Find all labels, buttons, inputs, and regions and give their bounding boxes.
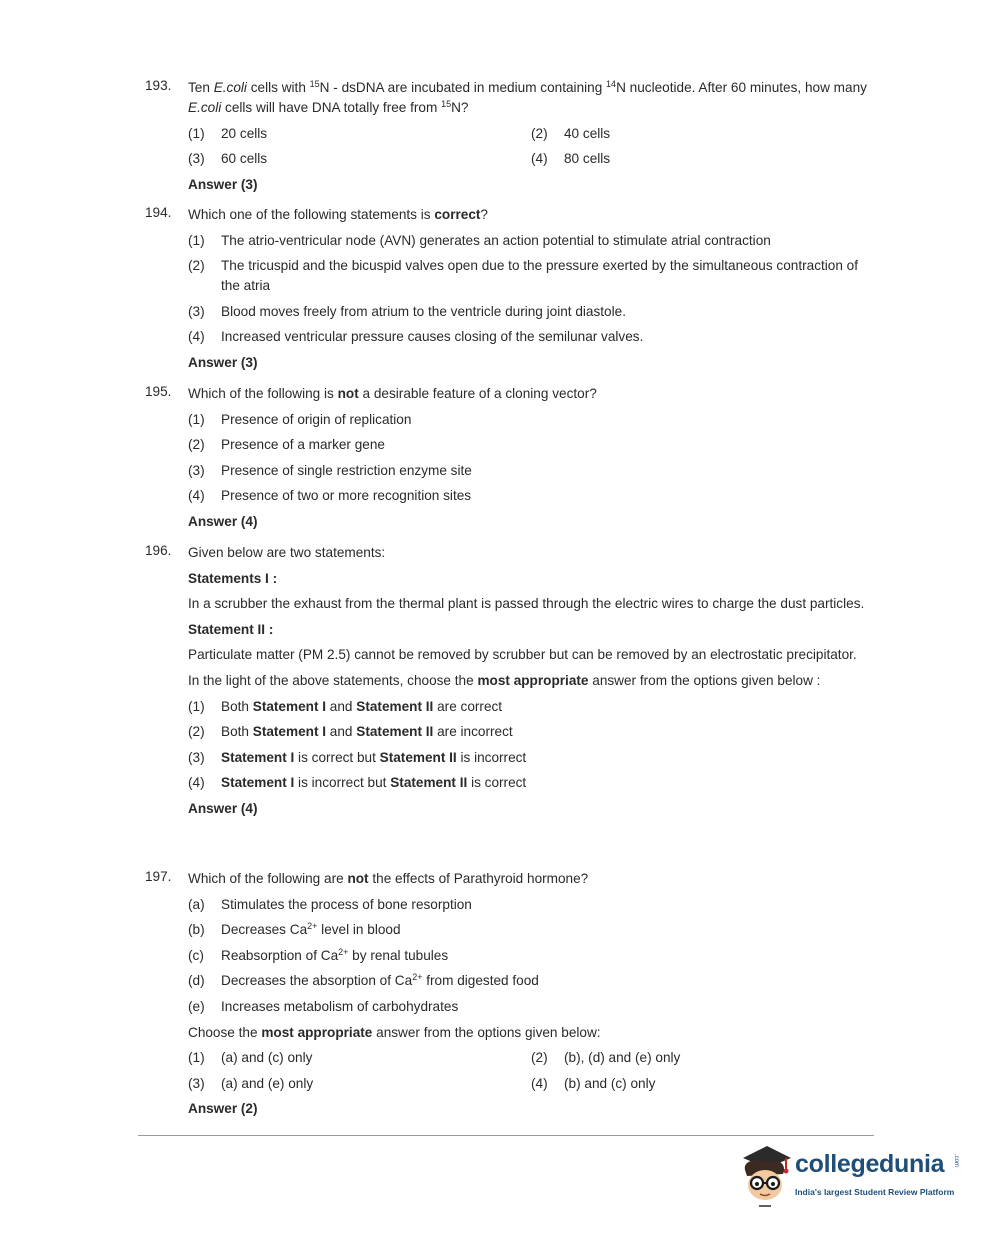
option: (2) (b), (d) and (e) only xyxy=(531,1050,681,1066)
question-number: 195. xyxy=(145,384,172,399)
statement-2-heading: Statement II : xyxy=(188,621,274,637)
brand-domain: .com xyxy=(953,1154,959,1168)
option: (2) 40 cells xyxy=(531,125,611,141)
option: (1) Both Statement I and Statement II are correct xyxy=(188,698,503,714)
option-row xyxy=(188,149,870,175)
option: (3) Statement I is correct but Statement II is incorrect xyxy=(188,749,527,765)
question-number: 193. xyxy=(145,78,172,93)
answer: Answer (4) xyxy=(188,513,258,529)
option: (1) 20 cells xyxy=(188,125,268,141)
question-196 xyxy=(145,543,870,819)
list-item: (a) Stimulates the process of bone resorption xyxy=(188,896,472,912)
option-row xyxy=(188,124,870,150)
option: (1) (a) and (c) only xyxy=(188,1050,313,1066)
list-item: (e) Increases metabolism of carbohydrates xyxy=(188,998,459,1014)
option: (3) Presence of single restriction enzyme site xyxy=(188,462,472,478)
mascot-icon xyxy=(735,1140,795,1210)
option: (3) (a) and (e) only xyxy=(188,1075,314,1091)
question-number: 197. xyxy=(145,869,172,884)
option: (1) The atrio-ventricular node (AVN) generates an action potential to stimulate atrial contraction xyxy=(188,232,771,248)
question-197 xyxy=(145,869,870,1119)
option: (3) Blood moves freely from atrium to the ventricle during joint diastole. xyxy=(188,303,626,319)
instruction: In the light of the above statements, choose the most appropriate answer from the options given below : xyxy=(188,672,821,688)
option: (2) Presence of a marker gene xyxy=(188,437,385,453)
option: (2) The tricuspid and the bicuspid valves open due to the pressure exerted by the simultaneous contraction of the atria xyxy=(188,258,859,294)
answer: Answer (3) xyxy=(188,176,258,192)
answer: Answer (2) xyxy=(188,1101,258,1117)
option-row xyxy=(188,1048,870,1074)
question-stem: Given below are two statements: xyxy=(188,545,386,560)
statement-1-text: In a scrubber the exhaust from the thermal plant is passed through the electric wires to charge the dust particles. xyxy=(188,596,865,612)
collegedunia-logo[interactable] xyxy=(735,1140,965,1210)
option: (3) 60 cells xyxy=(188,151,268,167)
question-stem: Which of the following is not a desirable feature of a cloning vector? xyxy=(188,386,597,401)
option: (2) Both Statement I and Statement II are incorrect xyxy=(188,724,513,740)
brand-name: collegedunia xyxy=(795,1150,945,1178)
option: (4) Statement I is incorrect but Statement II is correct xyxy=(188,775,527,791)
answer: Answer (3) xyxy=(188,354,258,370)
question-194 xyxy=(145,205,870,373)
answer: Answer (4) xyxy=(188,800,258,816)
option: (1) Presence of origin of replication xyxy=(188,411,412,427)
option-row xyxy=(188,1074,870,1100)
list-item: (c) Reabsorption of $Ca^{2+}$ by renal tubules xyxy=(188,946,449,963)
question-stem: Which of the following are not the effects of Parathyroid hormone? xyxy=(188,871,589,886)
option: (4) Presence of two or more recognition sites xyxy=(188,488,472,504)
option: (4) Increased ventricular pressure causes closing of the semilunar valves. xyxy=(188,329,644,345)
option: (4) 80 cells xyxy=(531,151,611,167)
instruction: Choose the most appropriate answer from the options given below: xyxy=(188,1024,601,1040)
question-stem: Ten E.coli cells with $^{15}$N - dsDNA are incubated in medium containing $^{14}$N nucleotide. After 60 minutes, how many E.coli cells will have DNA totally free from $^{15}$N? xyxy=(188,79,867,115)
option: (4) (b) and (c) only xyxy=(531,1075,656,1091)
question-number: 196. xyxy=(145,543,172,558)
statement-1-heading: Statements I : xyxy=(188,570,278,586)
question-stem: Which one of the following statements is correct? xyxy=(188,207,488,222)
brand-tagline: India's largest Student Review Platform xyxy=(795,1187,955,1197)
statement-2-text: Particulate matter (PM 2.5) cannot be removed by scrubber but can be removed by an electrostatic precipitator. xyxy=(188,647,857,663)
question-195 xyxy=(145,384,870,532)
question-193 xyxy=(145,78,870,195)
list-item: (d) Decreases the absorption of $Ca^{2+}$ from digested food xyxy=(188,972,539,989)
footer-divider xyxy=(138,1135,874,1136)
question-number: 194. xyxy=(145,205,172,220)
list-item: (b) Decreases $Ca^{2+}$ level in blood xyxy=(188,921,401,938)
